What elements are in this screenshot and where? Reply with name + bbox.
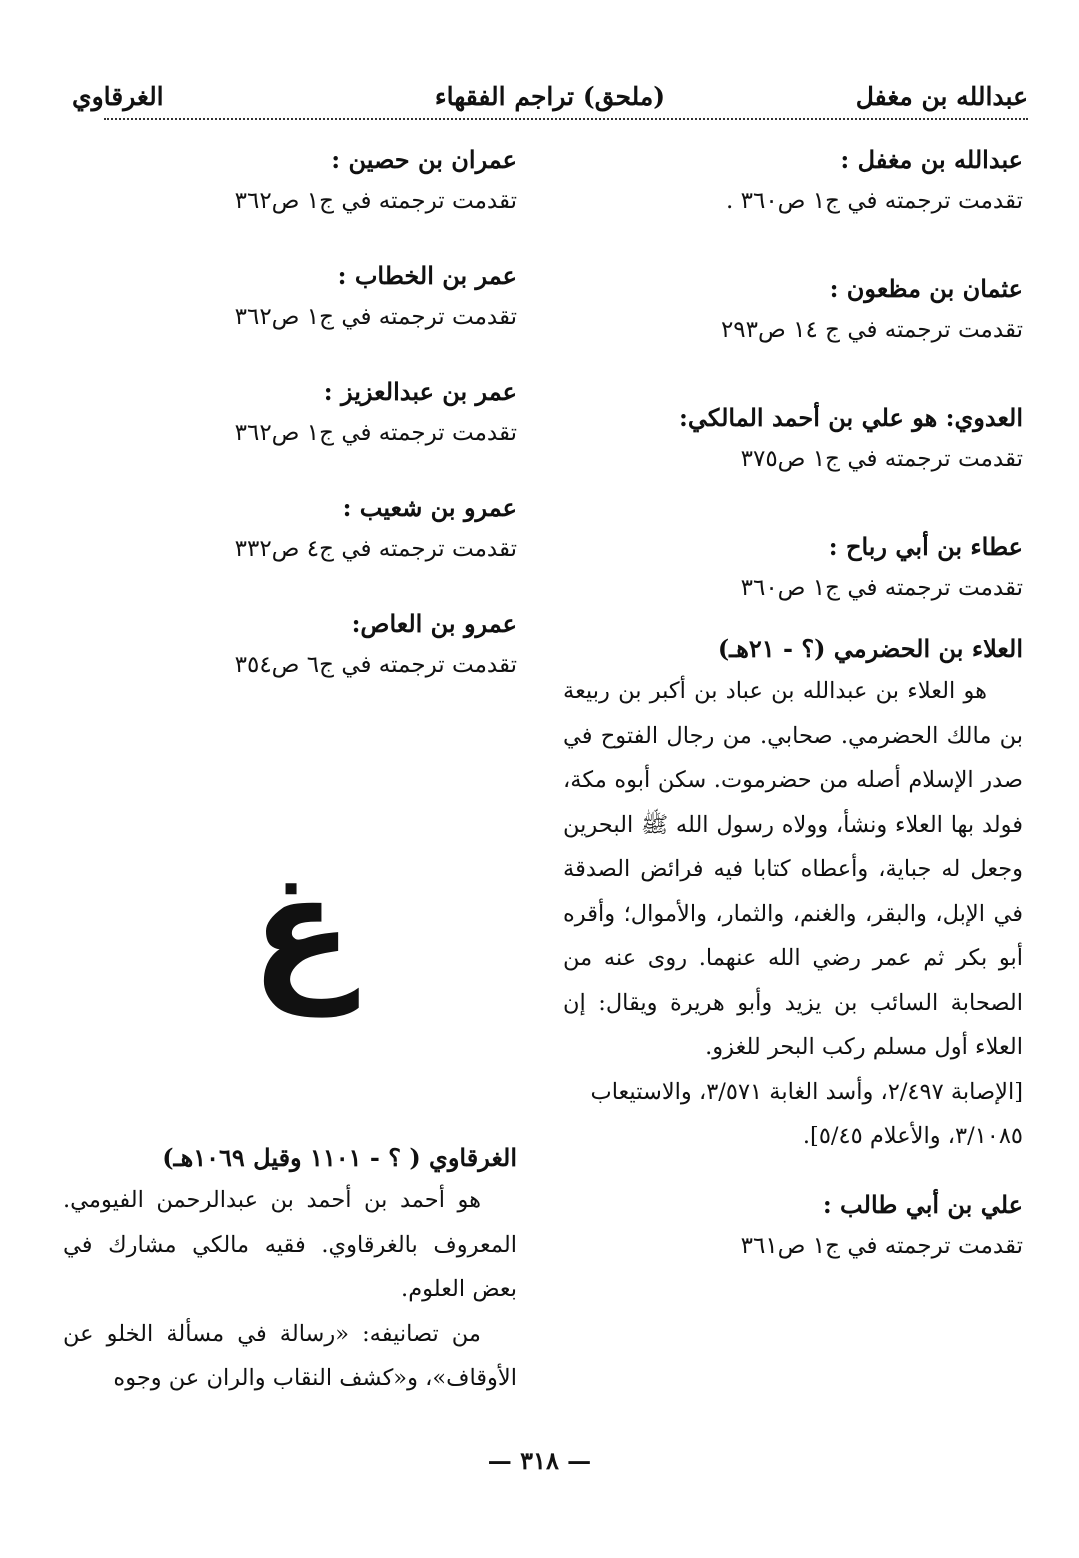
entry-name: عمر بن عبدالعزيز : bbox=[323, 377, 517, 406]
biography-paragraph: هو أحمد بن أحمد بن عبدالرحمن الفيومي. المعروف بالغرقاوي. فقيه مالكي مشارك في بعض العلوم. bbox=[63, 1187, 517, 1302]
biography-al-ala-al-hadrami bbox=[563, 629, 1023, 1159]
entry-reference: تقدمت ترجمته في ج١ ص٣٦٢ bbox=[234, 420, 517, 446]
biography-text bbox=[563, 669, 1023, 1070]
entry-abdullah-ibn-mughaffal bbox=[563, 140, 1023, 222]
entry-name: علي بن أبي طالب : bbox=[822, 1189, 1023, 1219]
biography-paragraph: من تصانيفه: «رسالة في مسألة الخلو عن الأوقاف»، و«كشف النقاب والران عن وجوه bbox=[63, 1320, 517, 1391]
entry-imran-ibn-husayn bbox=[63, 140, 517, 222]
entry-reference: تقدمت ترجمته في ج١ ص٣٦٠ . bbox=[725, 188, 1023, 214]
entry-name: عطاء بن أبي رباح : bbox=[828, 532, 1023, 561]
entry-reference: تقدمت ترجمته في ج١ ص٣٦١ bbox=[740, 1232, 1023, 1259]
entry-name: عمران بن حصين : bbox=[331, 145, 517, 174]
entry-name: العدوي: هو علي بن أحمد المالكي: bbox=[678, 403, 1023, 432]
header-book-section: (ملحق) تراجم الفقهاء bbox=[434, 82, 666, 111]
page-number: — ٣١٨ — bbox=[487, 1446, 592, 1475]
entry-name: عبدالله بن مغفل : bbox=[840, 145, 1023, 174]
biography-heading: العلاء بن الحضرمي (؟ - ٢١هـ) bbox=[717, 634, 1023, 663]
biography-text bbox=[63, 1178, 517, 1401]
entry-amr-ibn-shuayb bbox=[63, 488, 517, 570]
entry-reference: تقدمت ترجمته في ج٦ ص٣٥٤ bbox=[234, 652, 517, 678]
entry-name: عمرو بن العاص: bbox=[351, 609, 517, 638]
entry-reference: تقدمت ترجمته في ج١ ص٣٧٥ bbox=[740, 446, 1023, 472]
biography-al-gharqawi bbox=[63, 1138, 517, 1401]
header-last-entry: الغرقاوي bbox=[72, 82, 164, 111]
entry-reference: تقدمت ترجمته في ج١ ص٣٦٠ bbox=[740, 575, 1023, 601]
right-column bbox=[563, 140, 1023, 1468]
biography-paragraph: هو العلاء بن عبدالله بن عباد بن أكبر بن ربيعة بن مالك الحضرمي. صحابي. من رجال الفتوح في صدر الإسلام أصله من حضرموت. سكن أبوه مكة، فولد بها العلاء ونشأ، وولاه رسول الله ﷺ البحرين وجعل له جباية، وأعطاه كتابا فيه فرائض الصدقة في الإبل، والبقر، والغنم، والثمار، والأموال؛ وأقره أبو بكر ثم عمر رضي الله عنهما. روى عنه من الصحابة السائب بن يزيد وأبو هريرة ويقال: إن العلاء أول مسلم ركب البحر للغزو. bbox=[563, 678, 1023, 1060]
entry-reference: تقدمت ترجمته في ج١ ص٣٦٢ bbox=[234, 188, 517, 214]
biography-sources: [الإصابة ٢/٤٩٧، وأسد الغابة ٣/٥٧١، والاستيعاب ٣/١٠٨٥، والأعلام ٥/٤٥]. bbox=[590, 1078, 1023, 1149]
entry-reference: تقدمت ترجمته في ج١ ص٣٦٢ bbox=[234, 304, 517, 330]
biography-heading: الغرقاوي ( ؟ - ١١٠١ وقيل ١٠٦٩هـ) bbox=[162, 1143, 517, 1172]
header-dotted-rule bbox=[104, 118, 1028, 120]
header-entry-name: عبدالله بن مغفل bbox=[855, 82, 1028, 111]
entry-amr-ibn-al-as bbox=[63, 604, 517, 686]
entry-umar-ibn-abd-al-aziz bbox=[63, 372, 517, 454]
entry-reference: تقدمت ترجمته في ج ١٤ ص٢٩٣ bbox=[720, 317, 1023, 343]
running-header bbox=[72, 82, 1028, 122]
entry-uthman-ibn-mazun bbox=[563, 269, 1023, 351]
entry-name: عثمان بن مظعون : bbox=[829, 274, 1023, 303]
entry-umar-ibn-al-khattab bbox=[63, 256, 517, 338]
entry-name: عمر بن الخطاب : bbox=[337, 261, 517, 290]
entry-name: عمرو بن شعيب : bbox=[342, 493, 517, 522]
entry-ata-ibn-abi-rabah bbox=[563, 527, 1023, 609]
entry-reference: تقدمت ترجمته في ج٤ ص٣٣٢ bbox=[234, 536, 517, 562]
entry-al-adawi bbox=[563, 398, 1023, 480]
section-letter-ghayn: غ bbox=[250, 843, 354, 1017]
entry-ali-ibn-abi-talib bbox=[563, 1185, 1023, 1267]
